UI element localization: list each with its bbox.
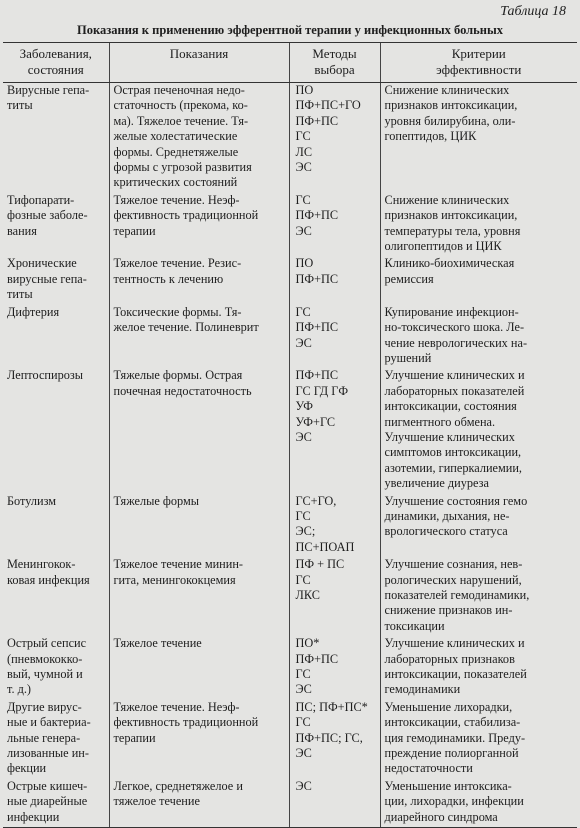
cell-indications: Токсические формы. Тя- желое течение. Полиневрит: [109, 305, 289, 369]
cell-disease: Вирусные гепа- титы: [7, 83, 90, 113]
cell-disease: Менингокок- ковая инфекция: [7, 557, 90, 587]
table-title: Показания к применению эфферентной терапии у инфекционных больных: [76, 23, 503, 37]
table-row: [3, 256, 577, 304]
cell-criteria: Клинико-биохимическая ремиссия: [380, 256, 577, 304]
table-row: [3, 193, 577, 257]
table-row: [3, 779, 577, 828]
table-number: Таблица 18: [500, 4, 566, 19]
cell-criteria: Купирование инфекцион- но-токсического шока. Ле- чение неврологических на- рушений: [380, 305, 577, 369]
cell-criteria: Уменьшение лихорадки, интоксикации, стабилиза- ция гемодинамики. Преду- преждение полиорганной недостаточности: [380, 700, 577, 779]
table-row: [3, 557, 577, 636]
cell-indications: Тяжелое течение: [109, 636, 289, 700]
table-row: [3, 368, 577, 493]
cell-methods: ПФ+ПС ГС ГД ГФ УФ УФ+ГС ЭС: [289, 368, 380, 493]
table-row: [3, 494, 577, 558]
cell-disease: Тифопарати- фозные заболе- вания: [7, 192, 88, 238]
cell-disease: Острые кишеч- ные диарейные инфекции: [3, 779, 109, 828]
cell-criteria: Улучшение сознания, нев- рологических нарушений, показателей гемодинамики, снижение признаков ин- токсикации: [380, 557, 577, 636]
cell-disease: Дифтерия: [7, 304, 60, 319]
cell-criteria: Улучшение клинических и лабораторных признаков интоксикации, показателей гемодинамики: [380, 636, 577, 700]
cell-methods: ПО* ПФ+ПС ГС ЭС: [289, 636, 380, 700]
header-disease: Заболевания, состояния: [3, 43, 109, 83]
cell-methods: ГС+ГО, ГС ЭС; ПС+ПОАП: [289, 494, 380, 558]
cell-criteria: Уменьшение интоксика- ции, лихорадки, инфекции диарейного синдрома: [380, 779, 577, 828]
cell-methods: ПО ПФ+ПС+ГО ПФ+ПС ГС ЛС ЭС: [289, 83, 380, 193]
cell-indications: Тяжелое течение. Неэф- фективность традиционной терапии: [109, 700, 289, 779]
cell-indications: Тяжелое течение. Неэф- фективность традиционной терапии: [109, 193, 289, 257]
cell-disease: Ботулизм: [7, 493, 57, 508]
cell-methods: ГС ПФ+ПС ЭС: [289, 193, 380, 257]
header-criteria: Критерии эффективности: [380, 43, 577, 83]
header-indications: Показания: [109, 43, 289, 83]
table-row: [3, 636, 577, 700]
cell-criteria: Улучшение состояния гемо динамики, дыхания, не- врологического статуса: [380, 494, 577, 558]
indications-table: [3, 42, 577, 828]
cell-criteria: Улучшение клинических и лабораторных показателей интоксикации, состояния пигментного обмена. Улучшение клинических симптомов интоксикации, азотемии, гиперкалиемии, увеличение диуреза: [380, 368, 577, 493]
cell-methods: ГС ПФ+ПС ЭС: [289, 305, 380, 369]
cell-methods: ПФ + ПС ГС ЛКС: [289, 557, 380, 636]
cell-criteria: Снижение клинических признаков интоксикации, уровня билирубина, оли- гопептидов, ЦИК: [380, 83, 577, 193]
cell-indications: Тяжелые формы: [109, 494, 289, 558]
cell-methods: ПС; ПФ+ПС* ГС ПФ+ПС; ГС, ЭС: [289, 700, 380, 779]
table-row: [3, 700, 577, 779]
cell-indications: Острая печеночная недо- статочность (прекома, ко- ма). Тяжелое течение. Тя- желые холестатические формы. Среднетяжелые формы с угрозой развития критических состояний: [109, 83, 289, 193]
cell-disease: Хронические вирусные гепа- титы: [7, 256, 87, 302]
cell-indications: Тяжелое течение. Резис- тентность к лечению: [109, 256, 289, 304]
cell-indications: Тяжелые формы. Острая почечная недостаточность: [109, 368, 289, 493]
cell-criteria: Снижение клинических признаков интоксикации, температуры тела, уровня олигопептидов и ЦИК: [380, 193, 577, 257]
cell-disease: Другие вирус- ные и бактериа- льные генера- лизованные ин- фекции: [7, 699, 91, 776]
table-row: [3, 83, 577, 193]
table-header-row: [3, 43, 577, 83]
cell-methods: ЭС: [289, 779, 380, 828]
cell-indications: Легкое, среднетяжелое и тяжелое течение: [109, 779, 289, 828]
cell-indications: Тяжелое течение минин- гита, менингококцемия: [109, 557, 289, 636]
cell-disease: Острый сепсис (пневмококко- вый, чумной и т. д.): [7, 636, 87, 697]
table-row: [3, 305, 577, 369]
cell-methods: ПО ПФ+ПС: [289, 256, 380, 304]
cell-disease: Лептоспирозы: [7, 368, 83, 383]
header-methods: Методы выбора: [289, 43, 380, 83]
